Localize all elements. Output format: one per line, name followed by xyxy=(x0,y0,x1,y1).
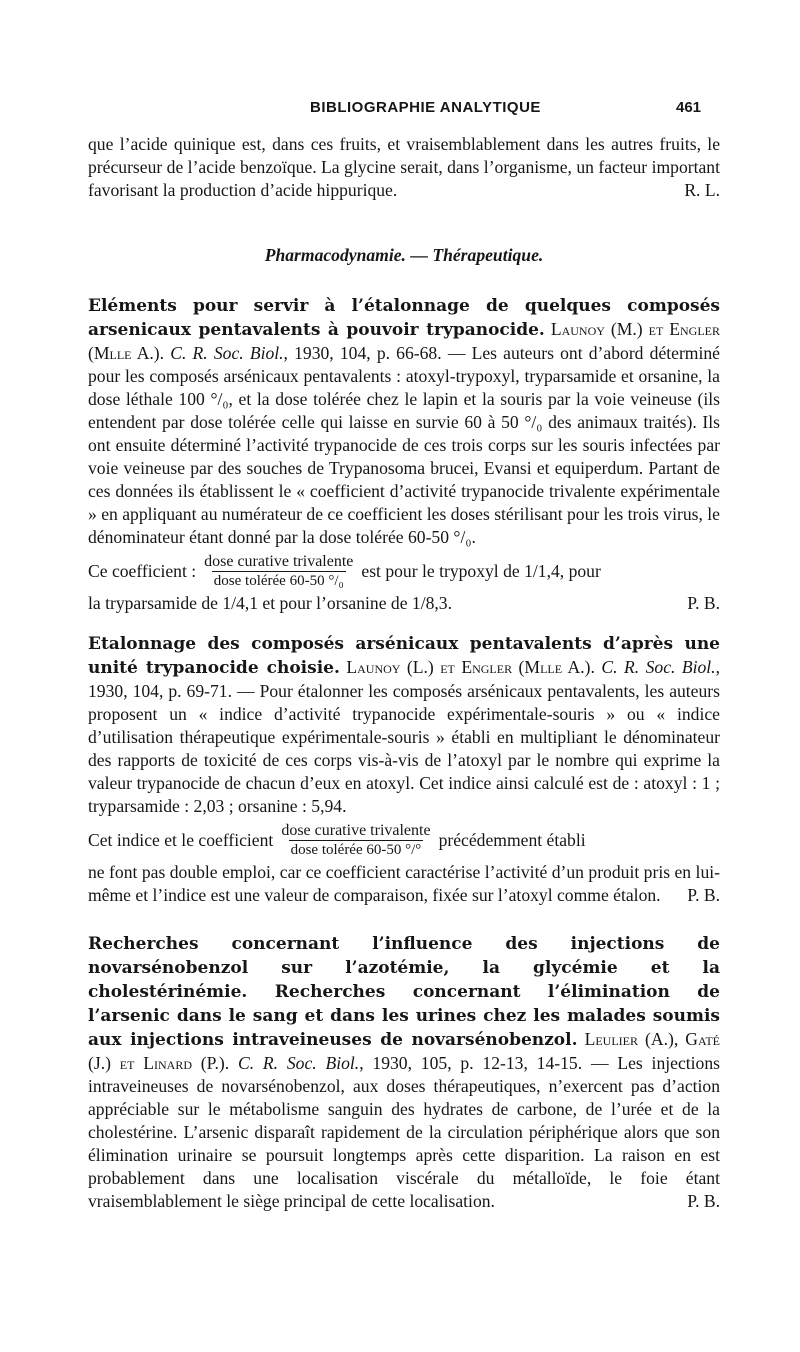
article-2-body: — Pour étalonner les composés arsénicaux pentavalents, les auteurs proposent un « indice d’activité trypanocide expérimentale-souris » ou « indice d’utilisation thérapeutique expérimentale-souris » établi en multipliant le dénominateur des rapports de toxicité de ces corps vis-à-vis de l’atoxyl par le nombre qui exprime la valeur trypanocide de chacun d’eux en atoxyl. Cet indice ainsi calculé est de : atoxyl : 1 ; tryparsamide : 2,03 ; orsanine : 5,94. xyxy=(88,681,720,816)
article-2-reference: , 1930, 104, p. 69-71. xyxy=(88,657,720,701)
article-2-journal: C. R. Soc. Biol. xyxy=(601,657,716,677)
article-1-formula-suffix: est pour le trypoxyl de 1/1,4, pour xyxy=(361,561,601,581)
article-1-reference: , 1930, 104, p. 66-68. xyxy=(283,343,442,363)
article-1-fraction-denominator: dose tolérée 60-50 °/₀ xyxy=(213,573,344,589)
article-2-fraction xyxy=(279,822,432,859)
article-3-authors: Leulier (A.), Gaté (J.) et Linard (P.). xyxy=(88,1029,720,1073)
intro-paragraph xyxy=(88,133,720,202)
section-heading: Pharmacodynamie. — Thérapeutique. xyxy=(264,245,544,265)
article-1-formula xyxy=(88,553,720,590)
article-1 xyxy=(88,294,720,615)
article-2-formula-suffix: précédemment établi xyxy=(438,830,586,850)
article-2-formula xyxy=(88,822,720,859)
article-2-formula-prefix: Cet indice et le coefficient xyxy=(88,830,274,850)
article-1-authors: Launoy (M.) et Engler (Mlle A.). xyxy=(88,319,721,363)
article-2-fraction-numerator: dose curative trivalente xyxy=(281,822,431,839)
article-2-title: Etalonnage des composés arsénicaux pentavalents d’après une unité trypanocide choisie. xyxy=(88,634,720,678)
article-3-title: Recherches concernant l’influence des injections de novarsénobenzol sur l’azotémie, la glycémie et la cholestérinémie. Recherches concernant l’élimination de l’arsenic dans le sang et dans les urines chez les malades soumis aux injections intraveineuses de novarsénobenzol. xyxy=(88,934,720,1050)
page-header xyxy=(0,96,800,120)
article-1-closing: la tryparsamide de 1/4,1 et pour l’orsanine de 1/8,3. xyxy=(88,593,452,613)
article-3-signature: P. B. xyxy=(687,1191,720,1211)
article-2-closing: ne font pas double emploi, car ce coefficient caractérise l’activité d’un produit pris en lui-même et l’indice est une valeur de comparaison, fixée sur l’atoxyl comme étalon. xyxy=(88,862,720,905)
article-1-signature: P. B. xyxy=(687,593,720,613)
article-2 xyxy=(88,632,720,907)
page-number: 461 xyxy=(676,99,702,116)
article-1-formula-prefix: Ce coefficient : xyxy=(88,561,197,581)
article-1-fraction xyxy=(202,553,355,590)
article-2-signature: P. B. xyxy=(687,885,720,905)
intro-signature: R. L. xyxy=(684,180,720,200)
intro-text: que l’acide quinique est, dans ces fruits, et vraisemblablement dans les autres fruits, le précurseur de l’acide benzoïque. La glycine serait, dans l’organisme, un facteur important favorisant la production d’acide hippurique. xyxy=(88,134,720,200)
article-1-fraction-numerator: dose curative trivalente xyxy=(204,553,354,570)
section-heading-block xyxy=(88,244,720,267)
article-1-body: — Les auteurs ont d’abord déterminé pour les composés arsénicaux pentavalents : atoxyl-trypoxyl, tryparsamide et orsanine, la dose léthale 100 °/₀, et la dose tolérée chez le lapin et la souris par la voie veineuse (ils entendent par dose tolérée celle qui laisse en survie 60 à 50 °/₀ des animaux traités). Ils ont ensuite déterminé l’activité trypanocide de ces trois corps sur les souris infectées par voie veineuse par des souches de Trypanosoma brucei, Evansi et equiperdum. Partant de ces données ils établissent le « coefficient d’activité trypanocide trivalente expérimentale » en appliquant au numérateur de ce coefficient les doses stérilisant pour les trois virus, le dénominateur étant donné par la dose tolérée 60-50 °/₀. xyxy=(88,343,720,547)
article-1-journal: C. R. Soc. Biol. xyxy=(170,343,284,363)
article-2-fraction-denominator: dose tolérée 60-50 °/° xyxy=(290,842,422,858)
article-3 xyxy=(88,932,720,1213)
running-title: BIBLIOGRAPHIE ANALYTIQUE xyxy=(310,99,541,116)
article-3-body: — Les injections intraveineuses de novarsénobenzol, aux doses thérapeutiques, n’exercent pas d’action appréciable sur le métabolisme sanguin des hydrates de carbone, de l’urée et de la cholestérine. L’arsenic disparaît rapidement de la circulation périphérique alors que son élimination urinaire se poursuit longtemps après cette disparition. La raison en est probablement dans une localisation viscérale du métalloïde, le foie étant vraisemblablement le siège principal de cette localisation. xyxy=(88,1053,720,1211)
article-3-journal: C. R. Soc. Biol. xyxy=(237,1053,360,1073)
article-3-reference: , 1930, 105, p. 12-13, 14-15. xyxy=(359,1053,583,1073)
article-2-authors: Launoy (L.) et Engler (Mlle A.). xyxy=(346,657,595,677)
article-1-title: Eléments pour servir à l’étalonnage de quelques composés arsenicaux pentavalents à pouvoir trypanocide. xyxy=(88,296,720,340)
